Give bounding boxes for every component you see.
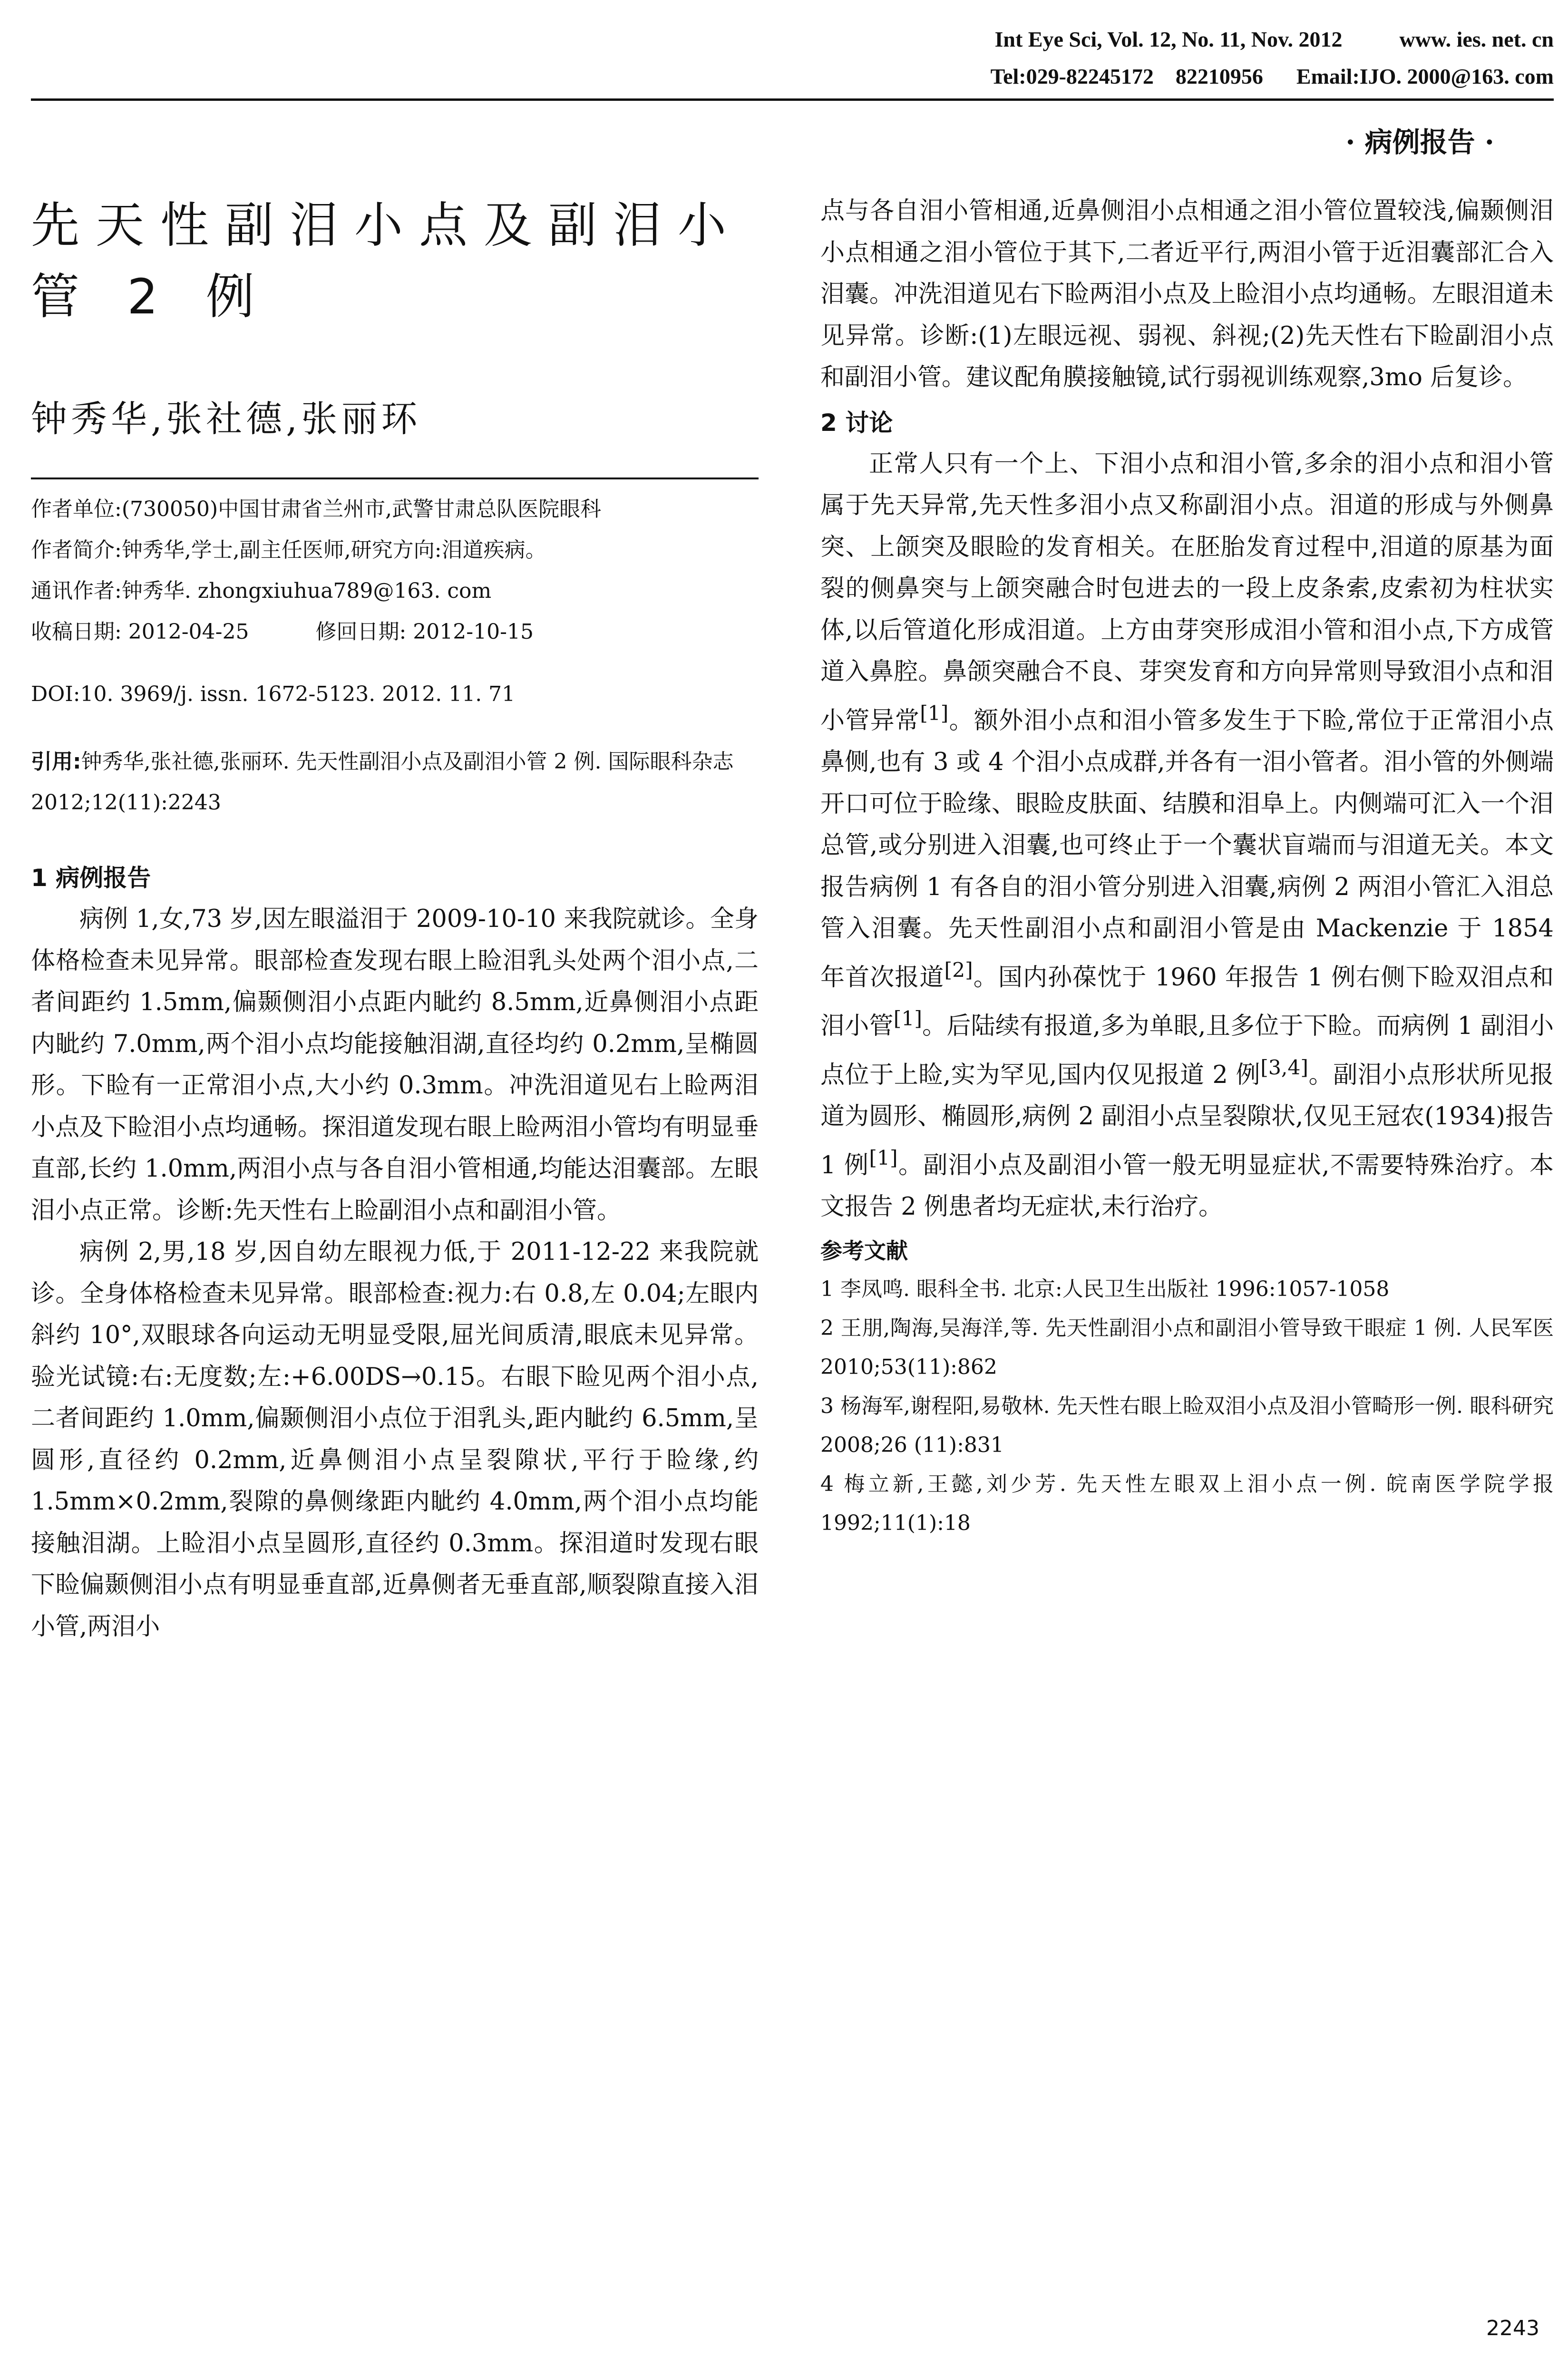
author-list: 钟秀华,张社德,张丽环 <box>31 398 421 440</box>
affiliation: 作者单位:(730050)中国甘肃省兰州市,武警甘肃总队医院眼科 <box>31 497 602 521</box>
citation-text: 钟秀华,张社德,张丽环. 先天性副泪小点及副泪小管 2 例. 国际眼科杂志 2012;12(11):2243 <box>31 750 734 815</box>
citation-ref-1[interactable]: [1] <box>920 701 949 725</box>
doi[interactable]: DOI:10. 3969/j. issn. 1672-5123. 2012. 11. 71 <box>31 682 516 706</box>
paragraph-discussion <box>820 443 1554 1228</box>
reference-item: 2 王朋,陶海,吴海洋,等. 先天性副泪小点和副泪小管导致干眼症 1 例. 人民军医 2010;53(11):862 <box>820 1315 1554 1379</box>
header-rule <box>31 98 1554 101</box>
citation-ref-5[interactable]: [1] <box>869 1146 898 1170</box>
journal-website[interactable]: www. ies. net. cn <box>1399 27 1554 51</box>
discussion-text-c: 。国内孙葆忱于 1960 年报告 1 例右侧下睑双泪点和泪小管 <box>820 963 1554 1040</box>
citation-label: 引用: <box>31 750 81 774</box>
running-header <box>991 21 1554 95</box>
references-heading: 参考文献 <box>820 1237 908 1264</box>
right-column <box>820 190 1554 1543</box>
revised-date: 修回日期: 2012-10-15 <box>315 620 534 644</box>
author-bio: 作者简介:钟秀华,学士,副主任医师,研究方向:泪道疾病。 <box>31 538 546 562</box>
journal-email[interactable]: Email:IJO. 2000@163. com <box>1296 64 1554 88</box>
reference-item: 3 杨海军,谢程阳,易敬林. 先天性右眼上睑双泪小点及泪小管畸形一例. 眼科研究 2008;26 (11):831 <box>820 1393 1554 1457</box>
reference-item: 4 梅立新,王懿,刘少芳. 先天性左眼双上泪小点一例. 皖南医学院学报 1992;11(1):18 <box>820 1471 1554 1535</box>
page-number: 2243 <box>1486 2316 1539 2340</box>
journal-tel: Tel:029-82245172 82210956 <box>990 64 1263 88</box>
citation-ref-2[interactable]: [2] <box>944 958 973 982</box>
paragraph-case1: 病例 1,女,73 岁,因左眼溢泪于 2009-10-10 来我院就诊。全身体格检查未见异常。眼部检查发现右眼上睑泪乳头处两个泪小点,二者间距约 1.5mm,偏颞侧泪小点距内眦约 8.5mm,近鼻侧泪小点距内眦约 7.0mm,两个泪小点均能接触泪湖,直径均约 0.2mm,呈椭圆形。下睑有一正常泪小点,大小约 0.3mm。冲洗泪道见右上睑两泪小点及下睑泪小点均通畅。探泪道发现右眼上睑两泪小管均有明显垂直部,长约 1.0mm,两泪小点与各自泪小管相通,均能达泪囊部。左眼泪小点正常。诊断:先天性右上睑副泪小点和副泪小管。 <box>31 905 759 1225</box>
journal-info: Int Eye Sci, Vol. 12, No. 11, Nov. 2012 <box>994 27 1343 51</box>
section-heading-discussion: 2 讨论 <box>820 409 893 437</box>
paragraph-case2-continued: 点与各自泪小管相通,近鼻侧泪小点相通之泪小管位置较浅,偏颞侧泪小点相通之泪小管位于其下,二者近平行,两泪小管于近泪囊部汇合入泪囊。冲洗泪道见右下睑两泪小点及上睑泪小点均通畅。左眼泪道未见异常。诊断:(1)左眼远视、弱视、斜视;(2)先天性右下睑副泪小点和副泪小管。建议配角膜接触镜,试行弱视训练观察,3mo 后复诊。 <box>820 197 1554 391</box>
corresponding-author: 通讯作者:钟秀华. zhongxiuhua789@163. com <box>31 579 492 603</box>
section-label: · 病例报告 · <box>1345 126 1494 158</box>
paragraph-case2: 病例 2,男,18 岁,因自幼左眼视力低,于 2011-12-22 来我院就诊。全身体格检查未见异常。眼部检查:视力:右 0.8,左 0.04;左眼内斜约 10°,双眼球各向运动无明显受限,屈光间质清,眼底未见异常。验光试镜:右:无度数;左:+6.00DS→0.15。右眼下睑见两个泪小点,二者间距约 1.0mm,偏颞侧泪小点位于泪乳头,距内眦约 6.5mm,呈圆形,直径约 0.2mm,近鼻侧泪小点呈裂隙状,平行于睑缘,约 1.5mm×0.2mm,裂隙的鼻侧缘距内眦约 4.0mm,两个泪小点均能接触泪湖。上睑泪小点呈圆形,直径约 0.3mm。探泪道时发现右眼下睑偏颞侧泪小点有明显垂直部,近鼻侧者无垂直部,顺裂隙直接入泪小管,两泪小 <box>31 1238 759 1641</box>
author-rule <box>31 477 759 479</box>
citation-ref-4[interactable]: [3,4] <box>1260 1056 1309 1080</box>
citation-ref-3[interactable]: [1] <box>893 1007 922 1031</box>
discussion-text-a: 正常人只有一个上、下泪小点和泪小管,多余的泪小点和泪小管属于先天异常,先天性多泪小点又称副泪小点。泪道的形成与外侧鼻突、上颌突及眼睑的发育相关。在胚胎发育过程中,泪道的原基为面裂的侧鼻突与上颌突融合时包进去的一段上皮条索,皮索初为柱状实体,以后管道化形成泪道。上方由芽突形成泪小管和泪小点,下方成管道入鼻腔。鼻颌突融合不良、芽突发育和方向异常则导致泪小点和泪小管异常 <box>820 449 1554 735</box>
citation <box>31 741 759 823</box>
article-meta <box>31 489 759 653</box>
discussion-text-f: 。副泪小点及副泪小管一般无明显症状,不需要特殊治疗。本文报告 2 例患者均无症状,未行治疗。 <box>820 1151 1554 1221</box>
discussion-text-b: 。额外泪小点和泪小管多发生于下睑,常位于正常泪小点鼻侧,也有 3 或 4 个泪小点成群,并各有一泪小管者。泪小管的外侧端开口可位于睑缘、眼睑皮肤面、结膜和泪阜上。内侧端可汇入一个泪总管,或分别进入泪囊,也可终止于一个囊状盲端而与泪道无关。本文报告病例 1 有各自的泪小管分别进入泪囊,病例 2 两泪小管汇入泪总管入泪囊。先天性副泪小点和副泪小管是由 Mackenzie 于 1854 年首次报道 <box>820 706 1554 992</box>
received-date: 收稿日期: 2012-04-25 <box>31 620 249 644</box>
section-heading-case-report: 1 病例报告 <box>31 864 151 892</box>
discussion-text-e: 。副泪小点形状所见报道为圆形、椭圆形,病例 2 副泪小点呈裂隙状,仅见王冠农(1934)报告 1 例 <box>820 1061 1554 1179</box>
article-title: 先天性副泪小点及副泪小管 2 例 <box>31 197 742 325</box>
left-column <box>31 190 759 1647</box>
reference-item: 1 李凤鸣. 眼科全书. 北京:人民卫生出版社 1996:1057-1058 <box>820 1276 1390 1301</box>
discussion-text-d: 。后陆续有报道,多为单眼,且多位于下睑。而病例 1 副泪小点位于上睑,实为罕见,国内仅见报道 2 例 <box>820 1012 1554 1089</box>
